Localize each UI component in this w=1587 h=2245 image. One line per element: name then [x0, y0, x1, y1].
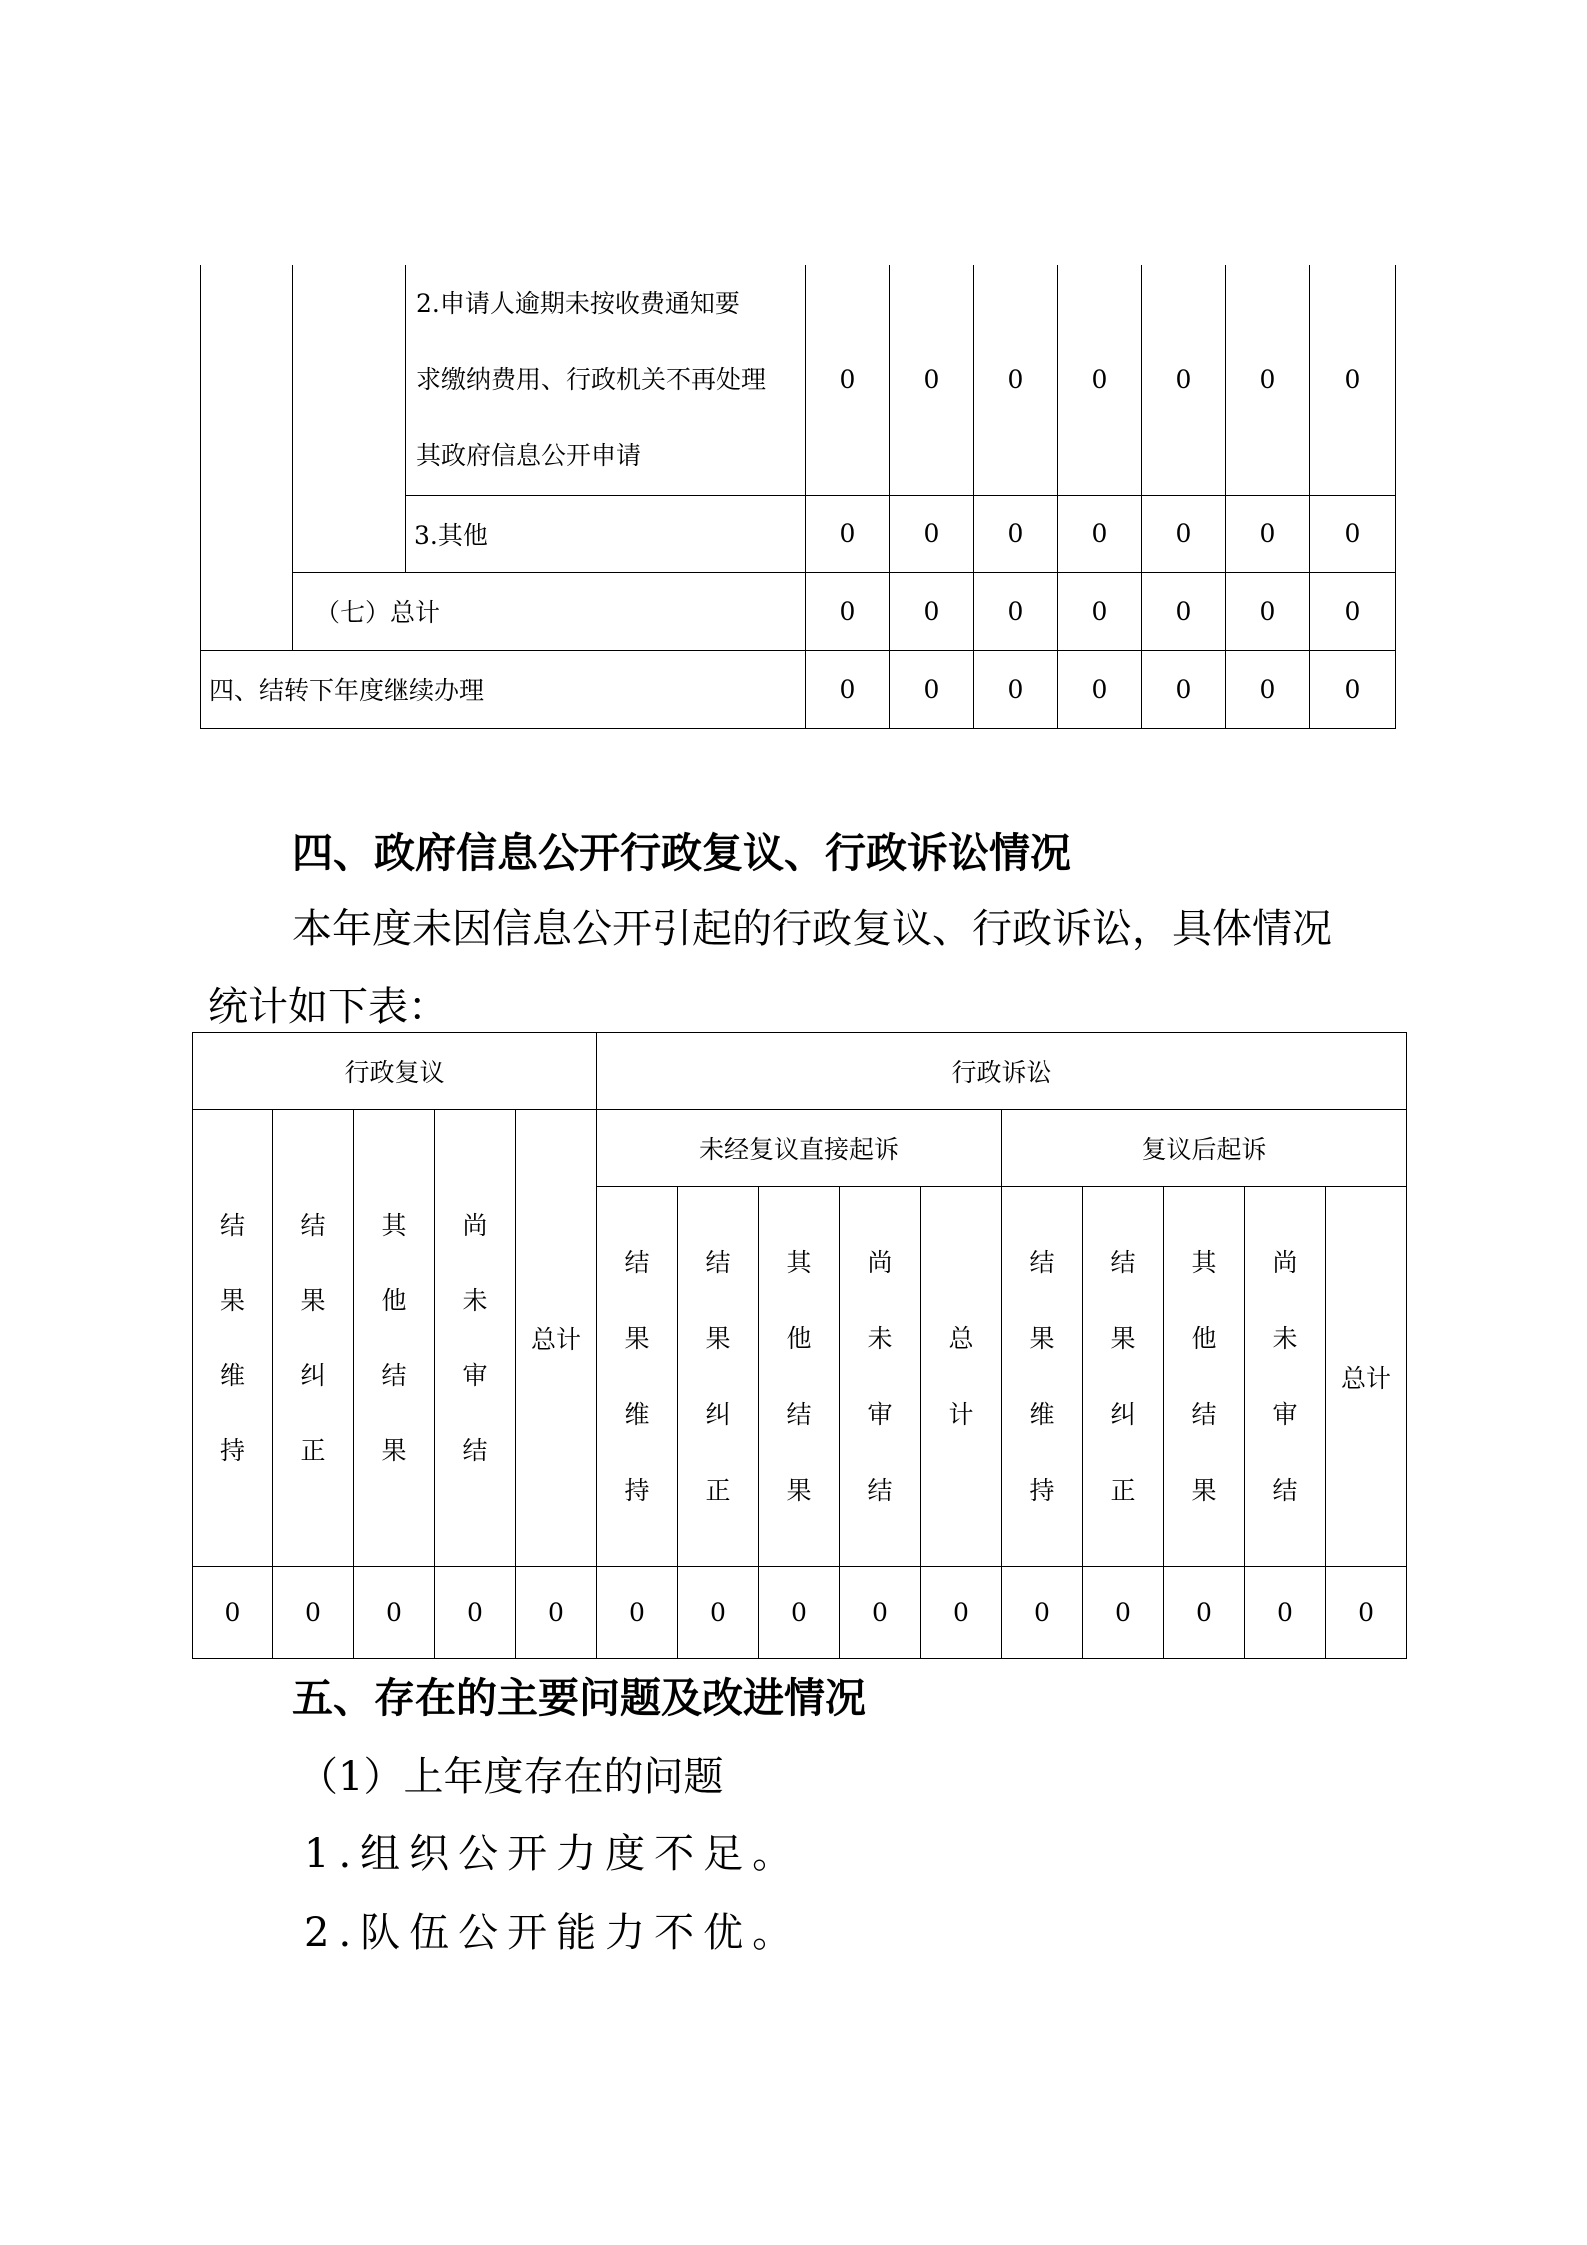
value-cell: 0 — [974, 650, 1058, 728]
value-cell: 0 — [1164, 1567, 1245, 1659]
row-label-line: 2.申请人逾期未按收费通知要 — [416, 288, 740, 318]
header-litigation: 行政诉讼 — [597, 1033, 1407, 1110]
row-label: （七）总计 — [293, 572, 806, 650]
review-total-header: 总计 — [516, 1110, 597, 1567]
value-cell: 0 — [759, 1567, 840, 1659]
value-cell: 0 — [354, 1567, 435, 1659]
value-cell: 0 — [1142, 650, 1226, 728]
value-cell: 0 — [890, 650, 974, 728]
direct-col-header: 其 他 结 果 — [759, 1187, 840, 1567]
table-row — [201, 265, 1396, 495]
header-review: 行政复议 — [193, 1033, 597, 1110]
value-cell: 0 — [273, 1567, 354, 1659]
table-row — [193, 1033, 1407, 1110]
value-cell: 0 — [597, 1567, 678, 1659]
value-cell: 0 — [193, 1567, 273, 1659]
value-cell: 0 — [1226, 650, 1310, 728]
value-cell: 0 — [806, 650, 890, 728]
value-cell: 0 — [974, 495, 1058, 572]
row-label — [406, 265, 806, 495]
after-total-header: 总计 — [1326, 1187, 1407, 1567]
list-item: 1.组织公开力度不足。 — [304, 1831, 802, 1877]
row-label-line: 其政府信息公开申请 — [416, 440, 642, 470]
value-cell: 0 — [921, 1567, 1002, 1659]
review-col-header: 结 果 维 持 — [193, 1110, 273, 1567]
value-cell: 0 — [1058, 495, 1142, 572]
value-cell: 0 — [1142, 265, 1226, 495]
value-cell: 0 — [1310, 572, 1396, 650]
value-cell: 0 — [890, 572, 974, 650]
value-cell: 0 — [516, 1567, 597, 1659]
row-label-line: 求缴纳费用、行政机关不再处理 — [416, 364, 767, 394]
header-after-review: 复议后起诉 — [1002, 1110, 1407, 1187]
continued-statistics-table — [200, 265, 1396, 729]
value-cell: 0 — [435, 1567, 516, 1659]
review-col-header: 结 果 纠 正 — [273, 1110, 354, 1567]
value-cell: 0 — [840, 1567, 921, 1659]
value-cell: 0 — [1002, 1567, 1083, 1659]
value-cell: 0 — [1310, 650, 1396, 728]
paragraph-line: 统计如下表： — [208, 984, 448, 1030]
value-cell: 0 — [1142, 572, 1226, 650]
list-item: 2.队伍公开能力不优。 — [304, 1910, 802, 1956]
value-cell: 0 — [1310, 265, 1396, 495]
value-cell: 0 — [1226, 495, 1310, 572]
table-row — [193, 1110, 1407, 1187]
table-row — [193, 1567, 1407, 1659]
value-cell: 0 — [1326, 1567, 1407, 1659]
direct-total-header: 总 计 — [921, 1187, 1002, 1567]
after-col-header: 结 果 维 持 — [1002, 1187, 1083, 1567]
row-label: 3.其他 — [406, 495, 806, 572]
review-litigation-table — [192, 1032, 1407, 1659]
value-cell: 0 — [1058, 572, 1142, 650]
value-cell: 0 — [1142, 495, 1226, 572]
value-cell: 0 — [1058, 265, 1142, 495]
after-col-header: 结 果 纠 正 — [1083, 1187, 1164, 1567]
after-col-header: 尚 未 审 结 — [1245, 1187, 1326, 1567]
value-cell: 0 — [1226, 265, 1310, 495]
review-col-header: 其 他 结 果 — [354, 1110, 435, 1567]
value-cell: 0 — [806, 265, 890, 495]
value-cell: 0 — [678, 1567, 759, 1659]
blank-cell — [293, 265, 406, 572]
table-row — [201, 572, 1396, 650]
blank-cell — [201, 265, 293, 650]
value-cell: 0 — [974, 265, 1058, 495]
row-label: 四、结转下年度继续办理 — [201, 650, 806, 728]
value-cell: 0 — [890, 495, 974, 572]
direct-col-header: 结 果 纠 正 — [678, 1187, 759, 1567]
value-cell: 0 — [974, 572, 1058, 650]
section-heading: 四、政府信息公开行政复议、行政诉讼情况 — [292, 829, 1071, 877]
header-direct-suit: 未经复议直接起诉 — [597, 1110, 1002, 1187]
value-cell: 0 — [1310, 495, 1396, 572]
section-heading: 五、存在的主要问题及改进情况 — [292, 1674, 866, 1722]
paragraph-line: 本年度未因信息公开引起的行政复议、行政诉讼，具体情况 — [292, 906, 1332, 952]
value-cell: 0 — [806, 495, 890, 572]
value-cell: 0 — [1245, 1567, 1326, 1659]
after-col-header: 其 他 结 果 — [1164, 1187, 1245, 1567]
direct-col-header: 尚 未 审 结 — [840, 1187, 921, 1567]
value-cell: 0 — [1226, 572, 1310, 650]
value-cell: 0 — [806, 572, 890, 650]
review-col-header: 尚 未 审 结 — [435, 1110, 516, 1567]
table-row — [201, 650, 1396, 728]
value-cell: 0 — [1083, 1567, 1164, 1659]
direct-col-header: 结 果 维 持 — [597, 1187, 678, 1567]
value-cell: 0 — [890, 265, 974, 495]
value-cell: 0 — [1058, 650, 1142, 728]
sub-heading: （1）上年度存在的问题 — [298, 1754, 724, 1800]
